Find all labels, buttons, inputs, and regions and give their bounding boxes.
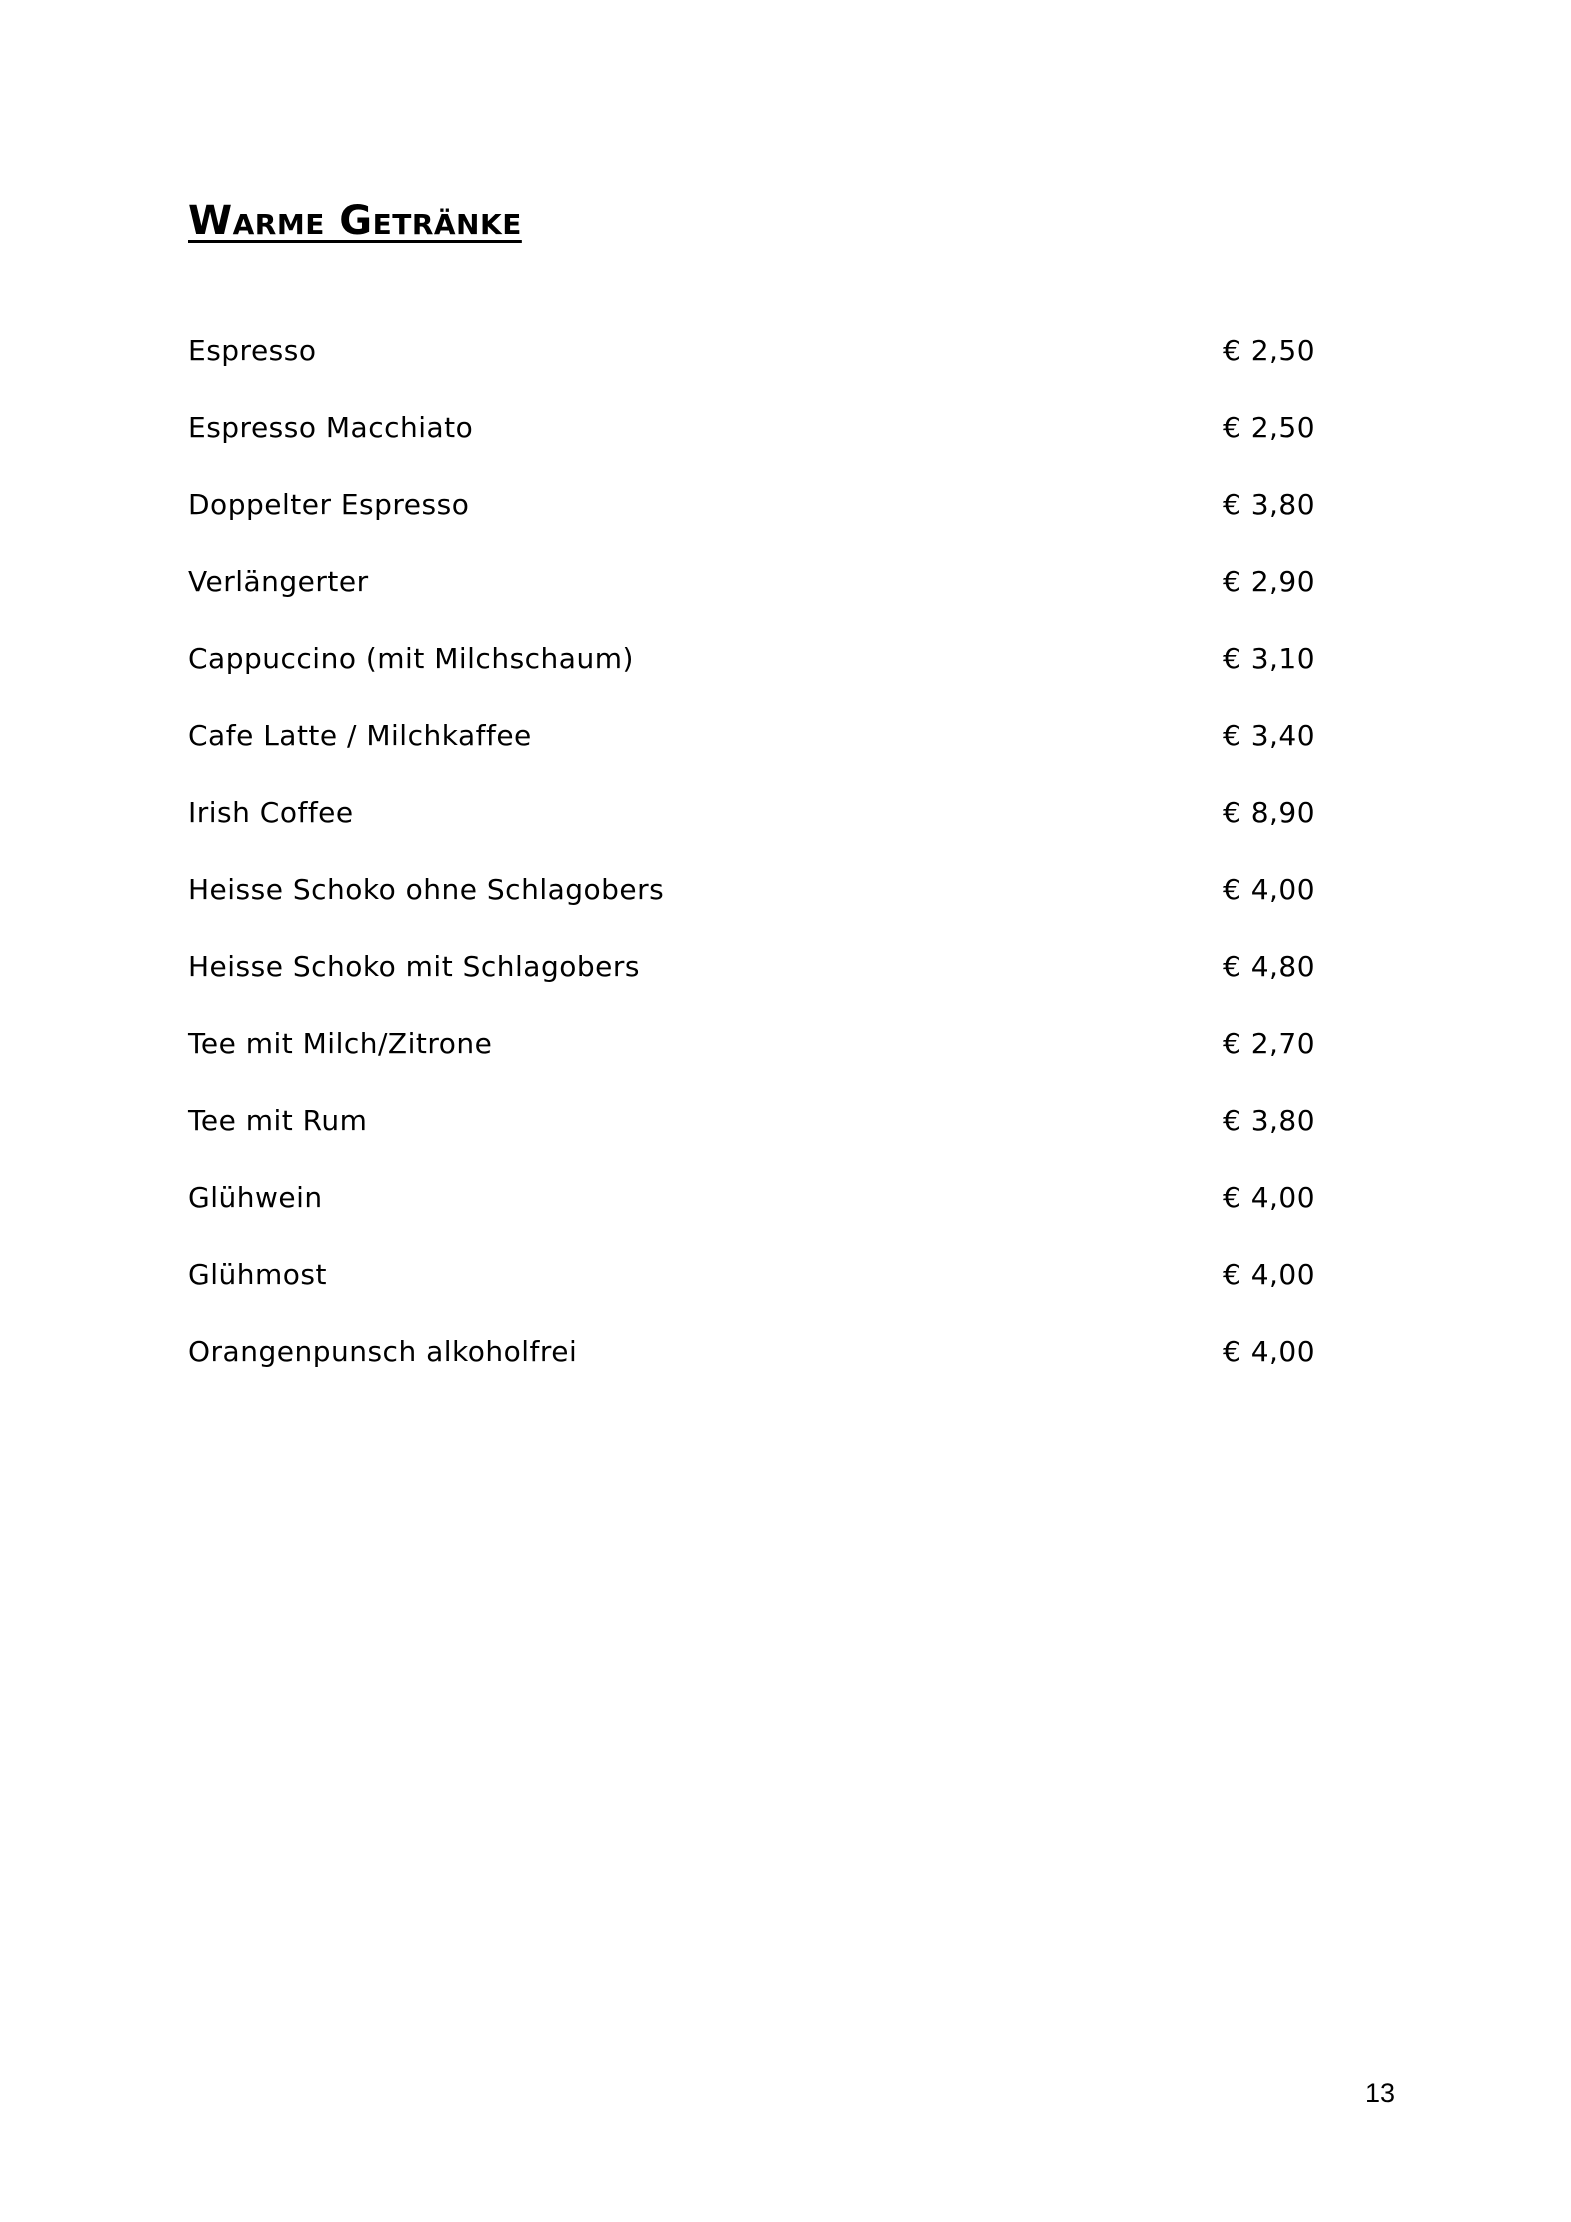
item-price: € 2,50 [1223,411,1316,444]
item-price: € 2,50 [1223,334,1316,367]
item-name: Tee mit Rum [188,1104,368,1137]
menu-item [188,408,1368,485]
menu-item [188,793,1368,870]
menu-item [188,1101,1368,1178]
item-price: € 3,80 [1223,488,1316,521]
menu-item [188,947,1368,1024]
menu-item [188,1024,1368,1101]
menu-item [188,639,1368,716]
section-heading: Warme Getränke [188,198,522,244]
item-price: € 2,90 [1223,565,1316,598]
item-price: € 3,80 [1223,1104,1316,1137]
menu-item [188,870,1368,947]
item-name: Cafe Latte / Milchkaffee [188,719,532,752]
menu-item [188,1178,1368,1255]
item-name: Heisse Schoko mit Schlagobers [188,950,640,983]
item-price: € 4,00 [1223,1181,1316,1214]
item-price: € 4,00 [1223,1335,1316,1368]
menu-item [188,485,1368,562]
item-name: Glühmost [188,1258,327,1291]
item-price: € 3,40 [1223,719,1316,752]
item-name: Tee mit Milch/Zitrone [188,1027,493,1060]
item-price: € 4,00 [1223,1258,1316,1291]
item-price: € 8,90 [1223,796,1316,829]
menu-item [188,1332,1368,1409]
page-number: 13 [1365,2078,1396,2108]
menu-item [188,1255,1368,1332]
item-price: € 3,10 [1223,642,1316,675]
item-price: € 4,80 [1223,950,1316,983]
item-name: Espresso [188,334,317,367]
item-name: Glühwein [188,1181,323,1214]
item-name: Cappuccino (mit Milchschaum) [188,642,634,675]
item-name: Irish Coffee [188,796,354,829]
menu-item [188,562,1368,639]
item-name: Verlängerter [188,565,369,598]
item-name: Doppelter Espresso [188,488,470,521]
item-price: € 4,00 [1223,873,1316,906]
item-price: € 2,70 [1223,1027,1316,1060]
drink-menu-list [188,331,1368,1409]
menu-item [188,716,1368,793]
item-name: Heisse Schoko ohne Schlagobers [188,873,665,906]
item-name: Espresso Macchiato [188,411,474,444]
item-name: Orangenpunsch alkoholfrei [188,1335,578,1368]
menu-item [188,331,1368,408]
